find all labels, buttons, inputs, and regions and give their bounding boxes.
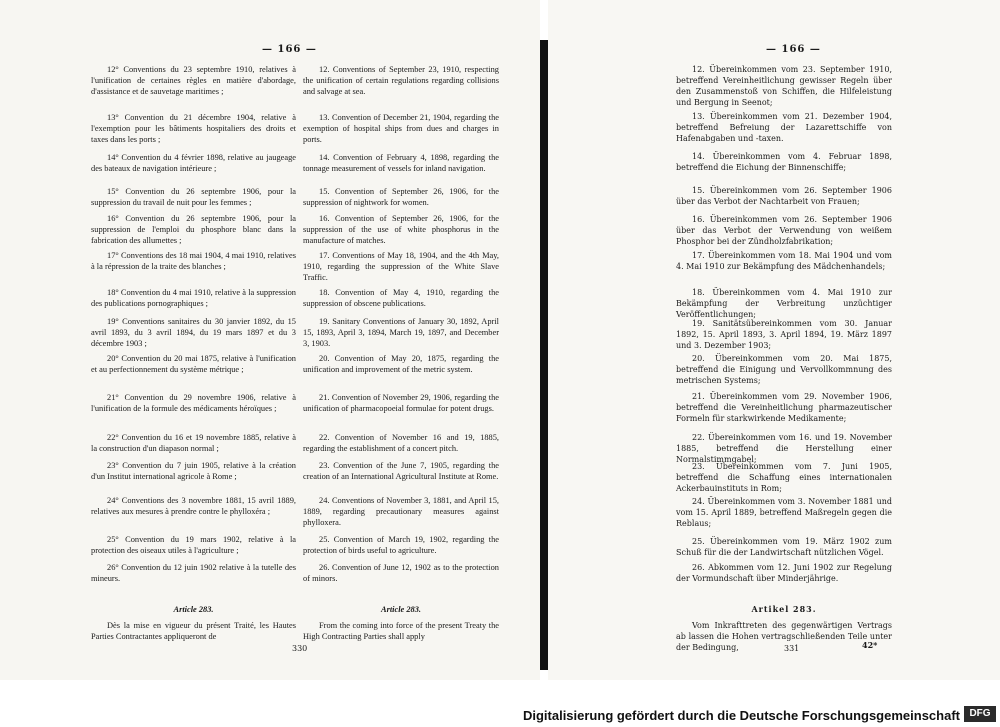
german-article-heading: Artikel 283. xyxy=(751,604,817,614)
english-entry-17: 17. Conventions of May 18, 1904, and the 4th May, 1910, regarding the suppression of the White Slave Traffic. xyxy=(303,251,499,282)
german-article-text: Vom Inkrafttreten des gegenwärtigen Vertrags ab lassen die Hohen vertragschließenden Teile unter der Bedingung, xyxy=(676,621,892,652)
french-entry-22: 22° Convention du 16 et 19 novembre 1885, relative à la construction d'un diapason normal ; xyxy=(91,433,296,453)
french-entry-12: 12° Conventions du 23 septembre 1910, relatives à l'unification de certaines règles en matière d'abordage, d'assistance et de sauvetage maritimes ; xyxy=(91,65,296,96)
german-entry-25: 25. Übereinkommen vom 19. März 1902 zum Schuß für die der Landwirtschaft nützlichen Vögel. xyxy=(676,537,892,557)
french-entry-20: 20° Convention du 20 mai 1875, relative à l'unification et au perfectionnement du système métrique ; xyxy=(91,354,296,374)
english-entry-20: 20. Convention of May 20, 1875, regarding the unification and improvement of the metric system. xyxy=(303,354,499,374)
english-entry-12: 12. Conventions of September 23, 1910, respecting the unification of certain regulations regarding collisions and salvage at sea. xyxy=(303,65,499,96)
french-entry-18: 18° Convention du 4 mai 1910, relative à la suppression des publications pornographiques ; xyxy=(91,288,296,308)
right-page-header: — 166 — xyxy=(766,44,821,55)
french-article-heading: Article 283. xyxy=(173,605,214,614)
german-entry-13: 13. Übereinkommen vom 21. Dezember 1904, betreffend Befreiung der Lazarettschiffe von Hafenabgaben und -taxen. xyxy=(676,112,892,143)
english-entry-15: 15. Convention of September 26, 1906, for the suppression of nightwork for women. xyxy=(303,187,499,207)
german-entry-14: 14. Übereinkommen vom 4. Februar 1898, betreffend die Eichung der Binnenschiffe; xyxy=(676,152,892,172)
english-article-text: From the coming into force of the present Treaty the High Contracting Parties shall apply xyxy=(303,621,499,641)
english-entry-21: 21. Convention of November 29, 1906, regarding the unification of pharmacopoeial formulae for potent drugs. xyxy=(303,393,499,413)
german-entry-24: 24. Übereinkommen vom 3. November 1881 und vom 15. April 1889, betreffend Maßregeln gegen die Reblaus; xyxy=(676,497,892,528)
english-entry-19: 19. Sanitary Conventions of January 30, 1892, April 15, 1893, April 3, 1894, March 19, 1897, and December 3, 1903. xyxy=(303,317,499,348)
dfg-logo: DFG xyxy=(964,706,996,722)
french-article-text: Dès la mise en vigueur du présent Traité, les Hautes Parties Contractantes appliqueront de xyxy=(91,621,296,641)
french-entry-26: 26° Convention du 12 juin 1902 relative à la tutelle des mineurs. xyxy=(91,563,296,583)
german-entry-16: 16. Übereinkommen vom 26. September 1906 über das Verbot der Verwendung von weißem Phosphor bei der Zündholzfabrikation; xyxy=(676,215,892,246)
english-entry-18: 18. Convention of May 4, 1910, regarding the suppression of obscene publications. xyxy=(303,288,499,308)
english-entry-14: 14. Convention of February 4, 1898, regarding the tonnage measurement of vessels for inland navigation. xyxy=(303,153,499,173)
english-entry-13: 13. Convention of December 21, 1904, regarding the exemption of hospital ships from dues and charges in ports. xyxy=(303,113,499,144)
right-page-number: 331 xyxy=(784,644,800,653)
french-entry-21: 21° Convention du 29 novembre 1906, relative à l'unification de la formule des médicaments héroïques ; xyxy=(91,393,296,413)
german-entry-22: 22. Übereinkommen vom 16. und 19. November 1885, betreffend die Herstellung einer Normalstimmgabel; xyxy=(676,433,892,464)
french-entry-16: 16° Convention du 26 septembre 1906, pour la suppression de l'emploi du phosphore blanc dans la fabrication des allumettes ; xyxy=(91,214,296,245)
english-entry-25: 25. Convention of March 19, 1902, regarding the protection of birds useful to agriculture. xyxy=(303,535,499,555)
german-entry-15: 15. Übereinkommen vom 26. September 1906 über das Verbot der Nachtarbeit von Frauen; xyxy=(676,186,892,206)
french-entry-17: 17° Conventions des 18 mai 1904, 4 mai 1910, relatives à la répression de la traite des blanches ; xyxy=(91,251,296,271)
french-entry-14: 14° Convention du 4 février 1898, relative au jaugeage des bateaux de navigation intérieure ; xyxy=(91,153,296,173)
french-entry-24: 24° Conventions des 3 novembre 1881, 15 avril 1889, relatives aux mesures à prendre contre le phylloxéra ; xyxy=(91,496,296,516)
french-entry-15: 15° Convention du 26 septembre 1906, pour la suppression du travail de nuit pour les femmes ; xyxy=(91,187,296,207)
french-entry-19: 19° Conventions sanitaires du 30 janvier 1892, du 15 avril 1893, du 3 avril 1894, du 19 mars 1897 et du 3 décembre 1903 ; xyxy=(91,317,296,348)
book-gutter xyxy=(540,40,548,670)
german-entry-26: 26. Abkommen vom 12. Juni 1902 zur Regelung der Vormundschaft über Minderjährige. xyxy=(676,563,892,583)
english-article-heading: Article 283. xyxy=(380,605,421,614)
right-page-signature: 42* xyxy=(862,640,878,650)
french-entry-13: 13° Convention du 21 décembre 1904, relative à l'exemption pour les bâtiments hospitaliers des droits et taxes dans les ports ; xyxy=(91,113,296,144)
dfg-credit-text: Digitalisierung gefördert durch die Deutsche Forschungsgemeinschaft xyxy=(522,708,960,723)
french-entry-25: 25° Convention du 19 mars 1902, relative à la protection des oiseaux utiles à l'agriculture ; xyxy=(91,535,296,555)
french-entry-23: 23° Convention du 7 juin 1905, relative à la création d'un Institut international agricole à Rome ; xyxy=(91,461,296,481)
english-entry-22: 22. Convention of November 16 and 19, 1885, regarding the establishment of a concert pitch. xyxy=(303,433,499,453)
german-entry-20: 20. Übereinkommen vom 20. Mai 1875, betreffend die Einigung und Vervollkommnung des metrischen Systems; xyxy=(676,354,892,385)
english-entry-24: 24. Conventions of November 3, 1881, and April 15, 1889, regarding precautionary measures against phylloxera. xyxy=(303,496,499,527)
german-entry-21: 21. Übereinkommen vom 29. November 1906, betreffend die Vereinheitlichung pharmazeutischer Formeln für starkwirkende Medikamente; xyxy=(676,392,892,423)
english-entry-23: 23. Convention of the June 7, 1905, regarding the creation of an International Agricultural Institute at Rome. xyxy=(303,461,499,481)
german-entry-12: 12. Übereinkommen vom 23. September 1910, betreffend Vereinheitlichung gewisser Regeln über den Zusammenstoß von Schiffen, die Hilfeleistung und Bergung in Seenot; xyxy=(676,65,892,107)
english-entry-26: 26. Convention of June 12, 1902 as to the protection of minors. xyxy=(303,563,499,583)
german-entry-19: 19. Sanitätsübereinkommen vom 30. Januar 1892, 15. April 1893, 3. April 1894, 19. März 1897 und 3. Dezember 1903; xyxy=(676,319,892,350)
german-entry-18: 18. Übereinkommen vom 4. Mai 1910 zur Bekämpfung der Verbreitung unzüchtiger Veröffentlichungen; xyxy=(676,288,892,319)
left-page-header: — 166 — xyxy=(262,44,317,55)
english-entry-16: 16. Convention of September 26, 1906, for the suppression of the use of white phosphorus in the manufacture of matches. xyxy=(303,214,499,245)
german-entry-17: 17. Übereinkommen vom 18. Mai 1904 und vom 4. Mai 1910 zur Bekämpfung des Mädchenhandels; xyxy=(676,251,892,271)
left-page-number: 330 xyxy=(292,644,308,653)
german-entry-23: 23. Übereinkommen vom 7. Juni 1905, betreffend die Schaffung eines internationalen Ackerbauinstituts in Rom; xyxy=(676,462,892,493)
